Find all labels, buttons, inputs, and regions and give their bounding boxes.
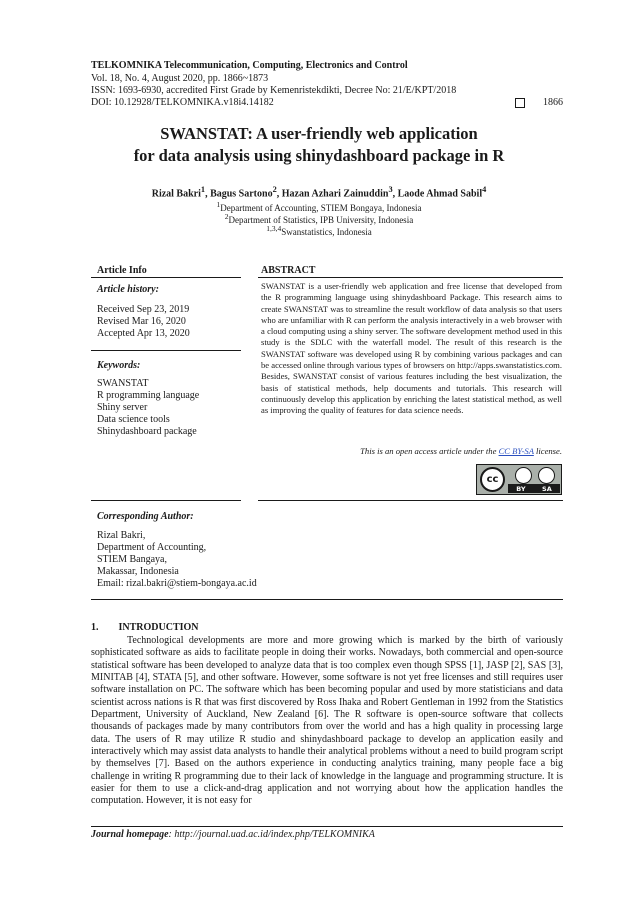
abstract-text: SWANSTAT is a user-friendly web application and free license that developed from the R programming language using shinydashboard Package. This research aims to create SWANSTAT was to streamline the result workflow of data analysis so that users who are unfamiliar with R can perform the analysis interactively in a web browser with a cloud computing using a shiny server. The software development method used in this study is the SDLC with the waterfall model. The result of this research is the SWANSTAT software was developed using R by combining various packages and can be accessed online through various types of browsers on http://apps.swanstatistics.com. Besides, SWANSTAT consist of various features including the best visualization, the basis of statistical methods, help documents and tutorials. This research will continuously develop this application by enriching the latest statistical method, as well as improving the quality of features for data science needs. [261,281,562,416]
author-name: Hazan Azhari Zainuddin [281,188,389,200]
corresponding-line: Department of Accounting, [97,542,207,553]
affiliation-sup: 1 [216,200,221,209]
badge-sa: SA [542,484,552,493]
affiliation [60,223,578,239]
affiliation-text: Department of Accounting, STIEM Bongaya, Indonesia [220,203,422,213]
revised-date: Revised Mar 16, 2020 [97,316,186,327]
corresponding-line: STIEM Bangaya, [97,554,167,565]
received-date: Received Sep 23, 2019 [97,304,190,315]
accepted-date: Accepted Apr 13, 2020 [97,328,190,339]
keyword: SWANSTAT [97,378,149,389]
cc-by-sa-badge[interactable] [476,464,562,495]
author-name: Laode Ahmad Sabil [397,188,483,200]
journal-homepage [91,829,375,840]
badge-by: BY [516,484,526,493]
cc-icon: cc [480,467,505,492]
open-access-prefix: This is an open access article under the [360,446,499,456]
article-info-heading: Article Info [97,265,147,276]
corresponding-line: Rizal Bakri, [97,530,146,541]
issn-line: ISSN: 1693-6930, accredited First Grade by Kemenristekdikti, Decree No: 21/E/KPT/2018 [91,85,457,96]
author-list: Rizal Bakri$^1$, Bagus Sartono$^2$, Hazan Azhari Zainuddin$^3$, Laode Ahmad Sabil$^4$ [151,185,487,200]
keywords-heading: Keywords: [97,360,141,371]
keyword: Shinydashboard package [97,426,197,437]
introduction-text: Technological developments are more and more growing which is marked by the birth of variously sophisticated software as aids to facilitate people in doing their works. Nowadays, both commercial and open-source statistical software has been developed to analyze data that is too complex even though SPSS [1], JASP [2], SAS [3], MINITAB [4], STATA [5], and other software. However, some software is not yet free licenses and still requires user software installation on PC. The software which has been becoming popular and used by more statisticians and data scientist across nations is R that was first discovered by Ross Ihaka and Robert Gentleman in 1992 from the Statistics Department, University of Auckland, New Zealand [6]. The R software is open-source software that collects thousands of packages made by many contributors from over the world and has a high quality in processing large data. The users of R may utilize R studio and shinydashboard package to develop an application easily and interactively which may assist data analysts to handle their analytical problems without a need to build program script by themselves [7]. Based on the authors experience in conducting analytics training, many people face a big challenge in writing R programming due to their lack of knowledge in the language and programming structure. It is easier for them to use a click-and-drag application and not worrying about how the application handles the computation. However, it is not easy for [91,635,563,807]
author-sup: 2 [272,185,277,194]
divider [91,826,563,827]
square-icon [515,98,525,108]
abstract-heading: ABSTRACT [261,265,316,276]
open-access-suffix: license. [533,446,562,456]
divider [258,277,563,278]
divider [91,277,241,278]
divider [91,350,241,351]
divider [258,500,563,501]
author-sup: 4 [482,185,487,194]
author-sup: 3 [388,185,393,194]
corresponding-heading: Corresponding Author: [97,511,194,522]
keyword: Data science tools [97,414,170,425]
homepage-label: Journal homepage [91,829,169,840]
page-number: 1866 [543,97,563,108]
share-alike-icon [538,467,555,484]
author-name: Rizal Bakri [151,188,201,200]
volume-line: Vol. 18, No. 4, August 2020, pp. 1866~1873 [91,73,269,84]
divider [91,500,241,501]
divider [91,599,563,600]
section-heading: 1. INTRODUCTION [91,622,199,633]
license-link[interactable]: CC BY-SA [498,446,534,456]
author-name: Bagus Sartono [210,188,273,200]
keyword: R programming language [97,390,200,401]
author-sup: 1 [200,185,206,194]
paper-title-line-1: SWANSTAT: A user-friendly web application [160,124,478,143]
article-history-heading: Article history: [97,284,159,295]
corresponding-email: Email: rizal.bakri@stiem-bongaya.ac.id [97,578,257,589]
paper-title-line-2: for data analysis using shinydashboard package in R [133,146,505,165]
affiliation-text: Department of Statistics, IPB University, Indonesia [228,215,414,225]
affiliation-sup: 2 [224,212,229,221]
keyword: Shiny server [97,402,148,413]
affiliation-sup: 1,3,4 [266,224,282,233]
doi-line: DOI: 10.12928/TELKOMNIKA.v18i4.14182 [91,97,274,108]
doi-row [91,97,563,108]
affiliation-text: Swanstatistics, Indonesia [281,227,372,237]
open-access-note [261,446,562,456]
corresponding-line: Makassar, Indonesia [97,566,179,577]
badge-label-bar [508,484,560,493]
journal-name: TELKOMNIKA Telecommunication, Computing, Electronics and Control [91,60,408,71]
person-icon [515,467,532,484]
homepage-url[interactable]: : http://journal.uad.ac.id/index.php/TELKOMNIKA [168,829,375,840]
introduction-body [91,635,563,808]
